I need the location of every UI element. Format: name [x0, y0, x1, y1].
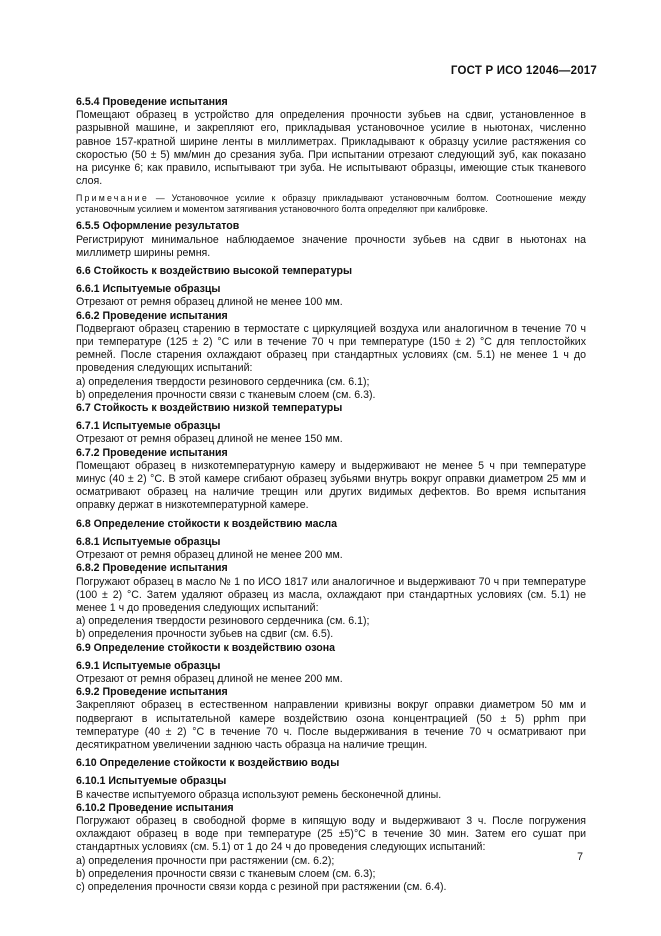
section-heading: 6.9.1 Испытуемые образцы — [76, 659, 221, 672]
list-item: b) определения прочности связи с тканевым слоем (см. 6.3); — [76, 867, 376, 880]
section-heading: 6.9.2 Проведение испытания — [76, 686, 228, 699]
section-heading: 6.6.2 Проведение испытания — [76, 309, 228, 322]
list-item: b) определения прочности зубьев на сдвиг (см. 6.5). — [76, 628, 334, 641]
section-heading: 6.5.5 Оформление результатов — [76, 220, 240, 233]
section-heading: 6.8 Определение стойкости к воздействию масла — [76, 517, 338, 530]
paragraph: В качестве испытуемого образца используют ремень бесконечной длины. — [76, 788, 442, 801]
paragraph: Помещают образец в устройство для определения прочности зубьев на сдвиг, установленное в разрывной машине, и закрепляют его, прикладывая установочное усилие в ньютонах, численно равное 157-кратной ширине ленты в миллиметрах. Прикладывают к образцу усилие растяжения со скоростью (50 ± 5) мм/мин до срезания зуба. При испытании отрезают следующий зуб, как показано на рисунке 6; как правило, испытывают три зуба. Не испытывают образцы, имеющие стык тканевого слоя. — [76, 109, 586, 188]
document-header-id: ГОСТ Р ИСО 12046—2017 — [450, 65, 597, 77]
paragraph: Отрезают от ремня образец длиной не менее 150 мм. — [76, 433, 343, 446]
note-text: — Установочное усилие к образцу прикладывают установочным болтом. Соотношение между установочным усилием и моментом затягивания установочного болта определяют при калибровке. — [76, 193, 586, 215]
section-heading: 6.6 Стойкость к воздействию высокой температуры — [76, 265, 352, 278]
paragraph: Погружают образец в масло № 1 по ИСО 1817 или аналогичное и выдерживают 70 ч при температуре (100 ± 2) °С. Затем удаляют образец из масла, охлаждают при стандартных условиях (см. 5.1) не менее 1 ч до проведения следующих испытаний: — [76, 575, 586, 614]
page-number: 7 — [577, 851, 583, 863]
paragraph: Регистрируют минимальное наблюдаемое значение прочности зубьев на сдвиг в ньютонах на миллиметр ширины ремня. — [76, 233, 586, 259]
paragraph: Отрезают от ремня образец длиной не менее 200 мм. — [76, 549, 343, 562]
section-heading: 6.9 Определение стойкости к воздействию озона — [76, 641, 336, 654]
section-heading: 6.7 Стойкость к воздействию низкой температуры — [76, 402, 343, 415]
note — [76, 193, 586, 215]
paragraph: Отрезают от ремня образец длиной не менее 100 мм. — [76, 296, 343, 309]
section-heading: 6.10 Определение стойкости к воздействию воды — [76, 757, 340, 770]
section-heading: 6.10.1 Испытуемые образцы — [76, 775, 227, 788]
list-item: a) определения прочности при растяжении (см. 6.2); — [76, 854, 335, 867]
section-heading: 6.8.1 Испытуемые образцы — [76, 535, 221, 548]
section-heading: 6.10.2 Проведение испытания — [76, 801, 234, 814]
note-label: Примечание — [76, 193, 149, 204]
paragraph: Помещают образец в низкотемпературную камеру и выдерживают не менее 5 ч при температуре минус (40 ± 2) °С. В этой камере сгибают образец зубьями внутрь вокруг оправки диаметром 25 мм и осматривают образец на наличие трещин или других видимых дефектов. Во время испытания оправку держат в низкотемпературной камере. — [76, 459, 586, 512]
paragraph: Подвергают образец старению в термостате с циркуляцией воздуха или аналогичном в течение 70 ч при температуре (125 ± 2) °С или в течение 70 ч при температуре (150 ± 2) °С для теплостойких ремней. После старения охлаждают образец при стандартных условиях (см. 5.1) не менее 1 ч до проведения следующих испытаний: — [76, 322, 586, 375]
section-heading: 6.7.1 Испытуемые образцы — [76, 420, 221, 433]
section-heading: 6.6.1 Испытуемые образцы — [76, 283, 221, 296]
paragraph: Отрезают от ремня образец длиной не менее 200 мм. — [76, 672, 343, 685]
paragraph: Закрепляют образец в естественном направлении кривизны вокруг оправки диаметром 50 мм и подвергают в испытательной камере воздействию озона концентрацией (50 ± 5) pphm при температуре (40 ± 2) °С в течение 70 ч. После выдерживания в течение 70 ч осматривают при десятикратном увеличении заднюю часть образца на наличие трещин. — [76, 699, 586, 751]
list-item: b) определения прочности связи с тканевым слоем (см. 6.3). — [76, 388, 376, 401]
list-item: a) определения твердости резинового сердечника (см. 6.1); — [76, 615, 370, 628]
list-item: a) определения твердости резинового сердечника (см. 6.1); — [76, 375, 370, 388]
paragraph: Погружают образец в свободной форме в кипящую воду и выдерживают 3 ч. После погружения охлаждают образец в воде при температуре (25 ±5)°С в течение 30 мин. Затем его сушат при стандартных условиях (см. 5.1) от 1 до 24 ч до проведения следующих испытаний: — [76, 814, 586, 854]
section-heading: 6.7.2 Проведение испытания — [76, 446, 228, 459]
section-heading: 6.5.4 Проведение испытания — [76, 96, 228, 108]
section-heading: 6.8.2 Проведение испытания — [76, 562, 228, 575]
list-item: c) определения прочности связи корда с резиной при растяжении (см. 6.4). — [76, 880, 447, 893]
document-body — [76, 96, 586, 894]
